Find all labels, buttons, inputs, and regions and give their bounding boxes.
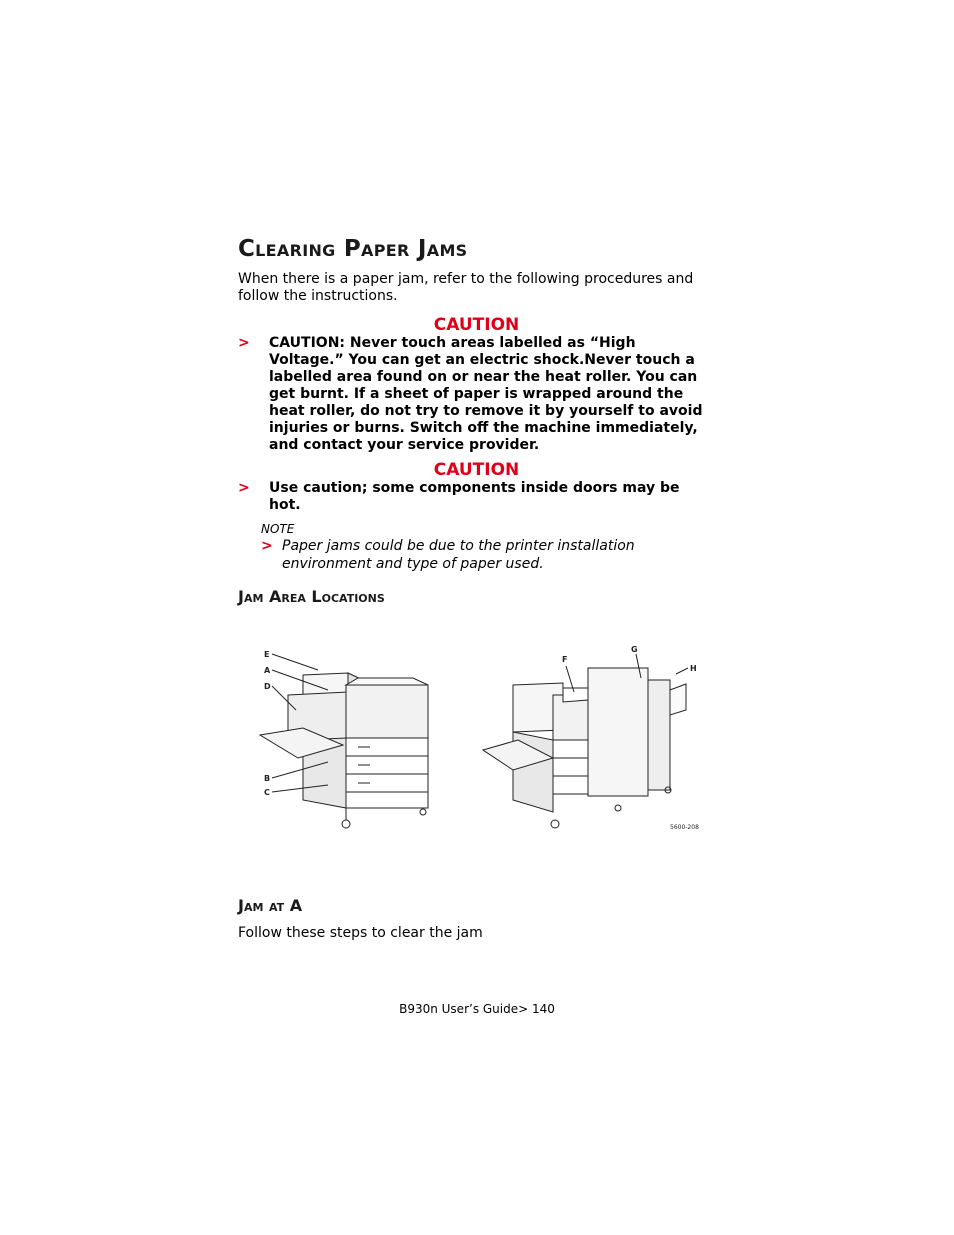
follow-steps-text: Follow these steps to clear the jam	[238, 925, 483, 941]
label-f: F	[562, 655, 568, 664]
caution-text: CAUTION: Never touch areas labelled as “High Voltage.” You can get an electric shock.Never touch a labelled area found on or near the heat roller. You can get burnt. If a sheet of paper is wrapped around the heat roller, do not try to remove it by yourself to avoid injuries or burns. Switch off the machine immediately, and contact your service provider.	[269, 335, 703, 453]
label-h: H	[690, 664, 697, 673]
label-e: E	[264, 650, 270, 659]
printer-illustration	[258, 640, 708, 836]
label-b: B	[264, 774, 271, 783]
intro-paragraph: When there is a paper jam, refer to the following procedures and follow the instructions.	[238, 271, 694, 304]
page-footer: B930n User’s Guide> 140	[399, 1002, 555, 1016]
section-heading-jam-area-locations: Jam Area Locations	[238, 587, 385, 606]
label-g: G	[631, 645, 638, 654]
label-d: D	[264, 682, 271, 691]
bullet-arrow: >	[261, 538, 273, 554]
caution-heading: CAUTION	[433, 315, 520, 335]
bullet-arrow: >	[238, 480, 250, 496]
label-a: A	[264, 666, 271, 675]
note-text: Paper jams could be due to the printer installation environment and type of paper used.	[282, 538, 635, 572]
figure-code: 5600-208	[670, 824, 699, 831]
page-title: Clearing Paper Jams	[238, 236, 468, 262]
label-c: C	[264, 788, 270, 797]
caution-heading-2: CAUTION	[433, 460, 520, 480]
bullet-arrow: >	[238, 335, 250, 351]
note-label: NOTE	[261, 522, 295, 536]
printer-jam-locations-figure	[258, 640, 708, 836]
section-heading-jam-at-a: Jam at A	[238, 896, 303, 915]
caution-text-2: Use caution; some components inside doors may be hot.	[269, 480, 680, 513]
